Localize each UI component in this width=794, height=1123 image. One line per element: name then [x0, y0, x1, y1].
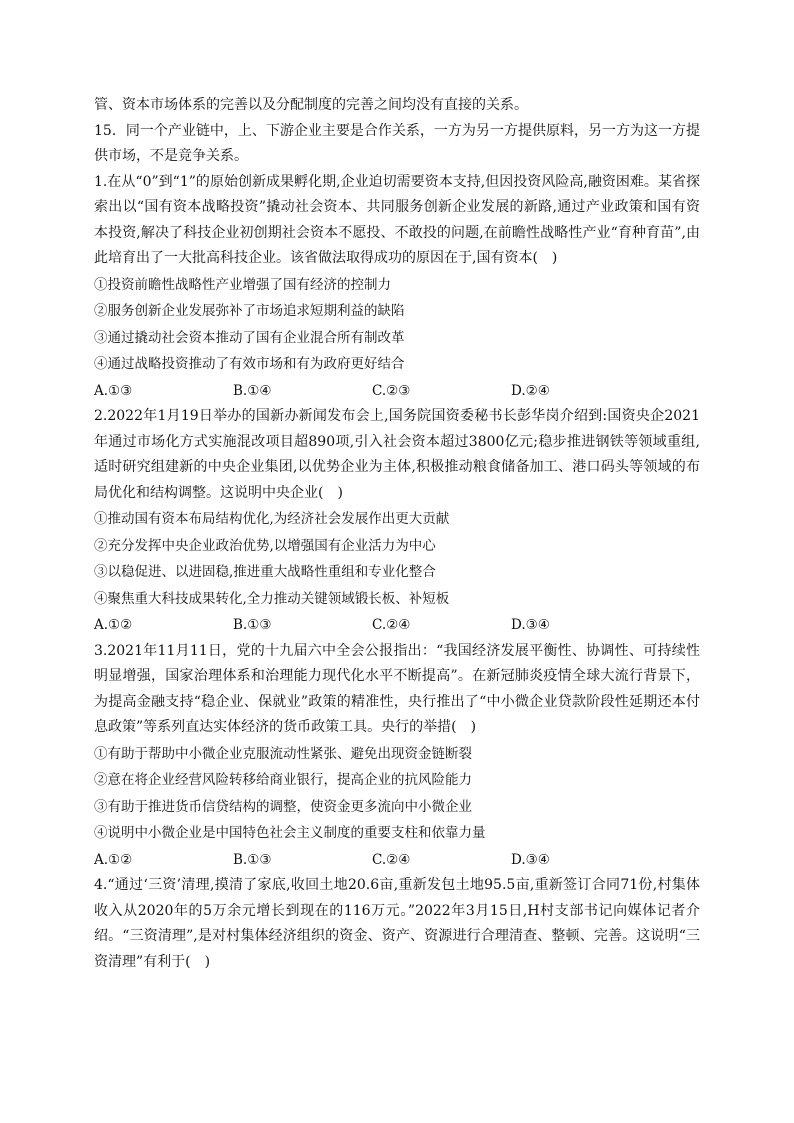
- statement-item: ①投资前瞻性战略性产业增强了国有经济的控制力: [94, 276, 391, 293]
- question-stem: 3.2021年11月11日，党的十九届六中全会公报指出：“我国经济发展平衡性、协调性、可持续性明显增强，国家治理体系和治理能力现代化水平不断提高”。在新冠肺炎疫情全球大流行背景下，为提高金融支持“稳企业、保就业”政策的精准性，央行推出了“中小微企业贷款阶段性延期还本付息政策”等系列直达实体经济的货币政策工具。央行的举措( ): [94, 642, 700, 735]
- option-c[interactable]: C.②④: [372, 617, 411, 633]
- statement-item: ①推动国有资本布局结构优化,为经济社会发展作出更大贡献: [94, 511, 450, 527]
- option-b[interactable]: B.①③: [233, 617, 272, 633]
- statement-item: ③通过撬动社会资本推动了国有企业混合所有制改革: [94, 329, 405, 346]
- question-1: [94, 170, 700, 405]
- option-d[interactable]: D.③④: [511, 851, 550, 868]
- statement-item: ②意在将企业经营风险转移给商业银行，提高企业的抗风险能力: [94, 772, 472, 788]
- option-a[interactable]: A.①③: [94, 382, 133, 399]
- statement-15: 15．同一个产业链中，上、下游企业主要是合作关系，一方为另一方提供原料，另一方为这一方提供市场，不是竞争关系。: [94, 122, 700, 164]
- question-stem: 2.2022年1月19日举办的国新办新闻发布会上,国务院国资委秘书长彭华岗介绍到:国资央企2021年通过市场化方式实施混改项目超890项,引入社会资本超过3800亿元;稳步推进钢铁等领域重组,适时研究组建新的中央企业集团,以优势企业为主体,积极推动粮食储备加工、港口码头等领域的布局优化和结构调整。这说明中央企业( ): [94, 408, 700, 501]
- statement-item: ③有助于推进货币信贷结构的调整，使资金更多流向中小微企业: [94, 798, 472, 815]
- question-3: [94, 639, 700, 874]
- option-c[interactable]: C.②④: [372, 851, 411, 868]
- question-stem: 4.“通过‘三资’清理,摸清了家底,收回土地20.6亩,重新发包土地95.5亩,重新签订合同71份,村集体收入从2020年的5万余元增长到现在的116万元。”2022年3月15日,H村支部书记向媒体记者介绍。“三资清理”,是对村集体经济组织的资金、资产、资源进行合理清查、整顿、完善。这说明“三资清理”有利于( ): [94, 877, 700, 970]
- option-d[interactable]: D.②④: [511, 382, 550, 399]
- option-d[interactable]: D.③④: [511, 617, 550, 633]
- statement-item: ②充分发挥中央企业政治优势,以增强国有企业活力为中心: [94, 537, 436, 554]
- statement-item: ④通过战略投资推动了有效市场和有为政府更好结合: [94, 356, 405, 372]
- statement-item: ①有助于帮助中小微企业克服流动性紧张、避免出现资金链断裂: [94, 745, 472, 762]
- option-b[interactable]: B.①③: [233, 851, 272, 868]
- statement-item: ④聚焦重大科技成果转化,全力推动关键领域锻长板、补短板: [94, 590, 450, 607]
- question-stem: 1.在从“0”到“1”的原始创新成果孵化期,企业迫切需要资本支持,但因投资风险高,融资困难。某省探索出以“国有资本战略投资”撬动社会资本、共同服务创新企业发展的新路,通过产业政策和国有资本投资,解决了科技企业初创期社会资本不愿投、不敢投的问题,在前瞻性战略性产业“育种育苗”,由此培育出了一大批高科技企业。该省做法取得成功的原因在于,国有资本( ): [94, 173, 700, 266]
- question-4: [94, 873, 700, 975]
- option-b[interactable]: B.①④: [233, 382, 272, 399]
- answer-options: [94, 612, 700, 639]
- document-page: [94, 93, 700, 975]
- question-2: [94, 404, 700, 639]
- option-c[interactable]: C.②③: [372, 382, 411, 399]
- answer-options: [94, 847, 700, 874]
- option-a[interactable]: A.①②: [94, 851, 133, 868]
- option-a[interactable]: A.①②: [94, 617, 133, 633]
- statement-item: ②服务创新企业发展弥补了市场追求短期利益的缺陷: [94, 303, 405, 319]
- continuation-line: 管、资本市场体系的完善以及分配制度的完善之间均没有直接的关系。: [94, 97, 528, 113]
- answer-options: [94, 378, 700, 405]
- statement-item: ③以稳促进、以进固稳,推进重大战略性重组和专业化整合: [94, 564, 436, 580]
- statement-item: ④说明中小微企业是中国特色社会主义制度的重要支柱和依靠力量: [94, 825, 486, 841]
